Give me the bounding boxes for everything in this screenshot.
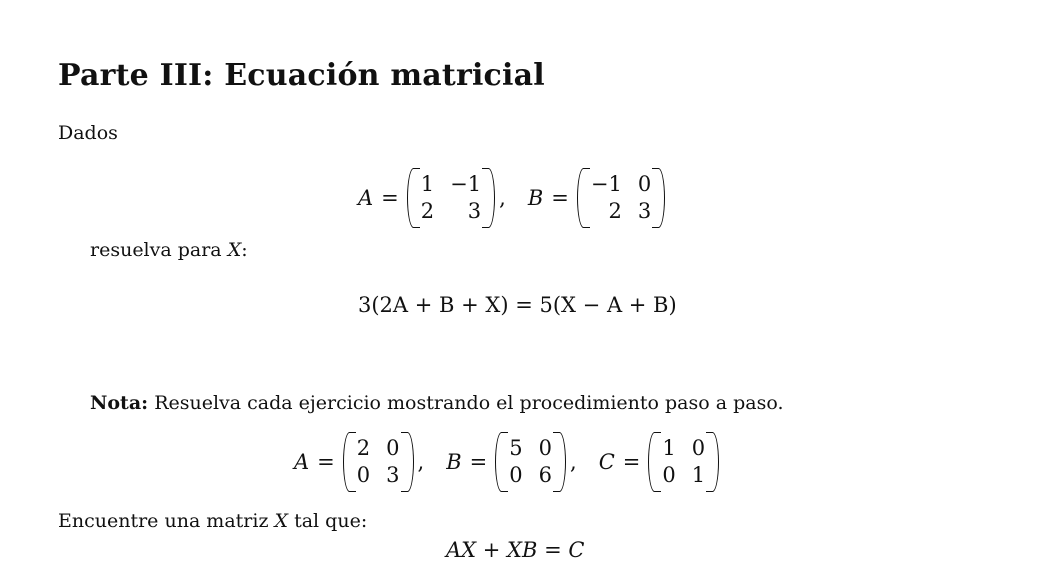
solve-label: resuelva para [90,239,222,261]
note [90,392,784,414]
matrix-a [407,168,495,228]
note-text: Resuelva cada ejercicio mostrando el procedimiento paso a paso. [154,392,784,414]
matrix-b-cell: 6 [538,463,553,487]
separator-comma: , [570,450,577,474]
matrix-b [495,432,566,492]
find-instruction [58,510,367,532]
matrix-c-cell: 0 [691,436,706,460]
find-text: Encuentre una matriz [58,510,269,532]
left-paren [648,432,661,492]
left-paren [495,432,508,492]
solve-colon: : [241,239,248,261]
find-suffix: tal que: [294,510,368,532]
matrix-a-name: A [358,186,374,210]
solve-variable: X [227,239,242,261]
left-paren [407,168,420,228]
matrix-a-cell: 0 [386,436,400,460]
matrix-a-cell: 1 [420,172,435,196]
matrix-a-cell: 2 [420,199,435,223]
equation-2: AX + XB = C [446,538,585,562]
right-paren [401,432,414,492]
section-heading: Parte III: Ecuación matricial [58,58,545,93]
matrix-c-name: C [598,450,615,474]
matrix-b-name: B [446,450,462,474]
right-paren [553,432,566,492]
separator-comma: , [499,186,506,210]
equals-sign: = [469,450,488,474]
equation-1: 3(2A + B + X) = 5(X − A + B) [358,293,677,317]
matrix-a-cell: 0 [356,463,371,487]
equals-sign: = [317,450,335,474]
matrix-b [577,168,665,228]
matrix-a-cell: 2 [356,436,371,460]
note-label: Nota: [90,392,149,414]
matrix-b-cell: 2 [608,199,622,223]
equals-sign: = [381,186,399,210]
matrix-a [343,432,414,492]
matrix-a-cell: 3 [386,463,400,487]
matrix-b-cell: 0 [509,463,523,487]
matrix-c [648,432,719,492]
matrix-definitions-2 [294,432,719,492]
matrix-c-cell: 1 [691,463,706,487]
matrix-definitions-1 [358,168,665,228]
matrix-b-cell: 0 [538,436,553,460]
right-paren [706,432,719,492]
matrix-b-cell: 5 [509,436,523,460]
equals-sign: = [551,186,569,210]
solve-instruction [90,239,248,261]
matrix-c-cell: 1 [662,436,676,460]
matrix-a-cell: 3 [467,199,482,223]
matrix-c-cell: 0 [662,463,676,487]
left-paren [577,168,590,228]
matrix-b-cell: 3 [637,199,652,223]
left-paren [343,432,356,492]
matrix-b-cell: −1 [590,172,622,196]
right-paren [482,168,495,228]
right-paren [652,168,665,228]
matrix-a-cell: −1 [450,172,482,196]
find-variable: X [274,510,289,532]
matrix-b-cell: 0 [637,172,652,196]
equals-sign: = [622,450,641,474]
separator-comma: , [417,450,425,474]
matrix-b-name: B [527,186,544,210]
matrix-a-name: A [294,450,310,474]
intro-text: Dados [58,122,118,144]
